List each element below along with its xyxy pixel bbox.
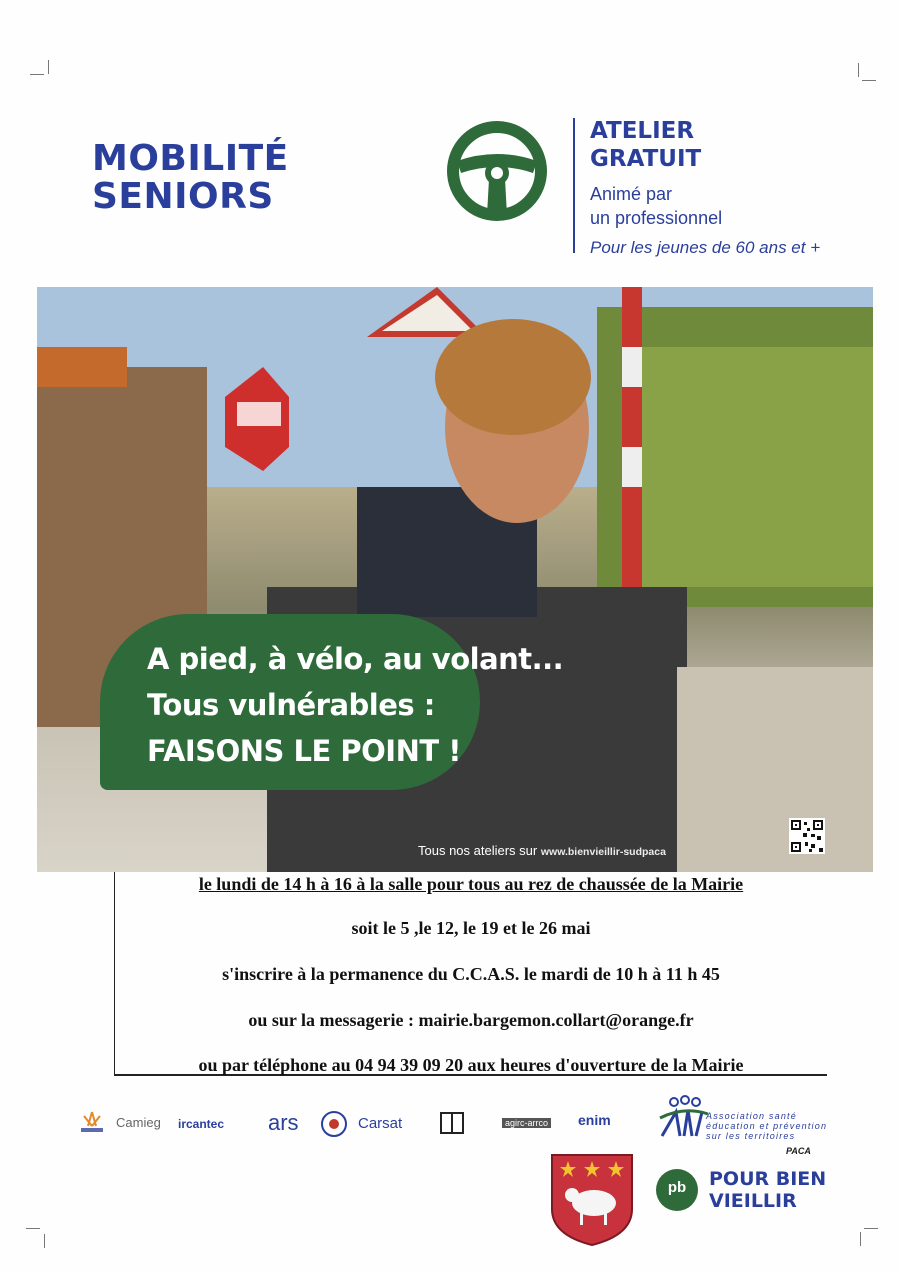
slogan-line: FAISONS LE POINT ! [147,734,461,768]
details-line: soit le 5 ,le 12, le 19 et le 26 mai [351,918,591,938]
crop-mark [864,1228,878,1229]
carsat-logo: Carsat [358,1115,403,1132]
pbv-logo-text [709,1168,826,1212]
page-title [92,140,289,216]
coat-of-arms-icon [550,1153,634,1247]
crop-mark [860,1232,861,1246]
asso-text [706,1111,827,1141]
asso-line: éducation et prévention [706,1121,828,1131]
title-line: SENIORS [92,176,274,217]
asso-line: Association santé [706,1111,797,1121]
details-line: s'inscrire à la permanence du C.C.A.S. le mardi de 10 h à 11 h 45 [222,964,720,984]
ircantec-logo: ircantec [178,1117,225,1131]
ateliers-link [418,843,666,858]
anime-line: un professionnel [590,208,723,228]
asso-line: sur les territoires [706,1131,796,1141]
agirc-logo: agirc-arrco [502,1118,551,1128]
asso-logo-icon [656,1094,710,1140]
atelier-gratuit [590,117,701,173]
crop-mark [30,74,44,75]
camieg-logo: Camieg [116,1115,161,1130]
paca-label: PACA [786,1146,811,1156]
crop-mark [44,1234,45,1248]
event-details [114,872,827,1076]
anime-par [590,182,722,230]
steering-wheel-icon [443,117,551,225]
divider [573,118,575,253]
enim-logo: enim [578,1112,611,1128]
qr-code-icon [789,818,825,854]
cnavpl-logo [78,1108,106,1136]
crop-mark [862,80,876,81]
partner-logos [78,1108,618,1138]
slogan-line: A pied, à vélo, au volant... [147,642,564,676]
anime-line: Animé par [590,184,673,204]
slogan [147,636,563,774]
crop-mark [858,63,859,77]
crop-mark [26,1228,40,1229]
title-line: MOBILITÉ [92,138,289,179]
pbv-line: POUR BIEN [709,1168,827,1190]
details-line: ou sur la messagerie : mairie.bargemon.collart@orange.fr [248,1010,694,1030]
crop-mark [48,60,49,74]
pbv-logo-mark: pb [656,1169,698,1211]
ateliers-text: Tous nos ateliers sur [418,843,538,858]
slogan-line: Tous vulnérables : [147,688,435,722]
book-icon [440,1112,464,1134]
atelier-line: GRATUIT [590,146,702,172]
seal-icon [320,1110,348,1138]
details-line: ou par téléphone au 04 94 39 09 20 aux heures d'ouverture de la Mairie [198,1055,744,1075]
atelier-line: ATELIER [590,118,695,144]
audience-text: Pour les jeunes de 60 ans et + [590,238,821,257]
ateliers-url: www.bienvieillir-sudpaca [540,846,666,858]
pbv-line: VIEILLIR [709,1190,797,1212]
ars-logo: ars [268,1110,299,1135]
details-line: le lundi de 14 h à 16 à la salle pour tous au rez de chaussée de la Mairie [198,874,744,894]
